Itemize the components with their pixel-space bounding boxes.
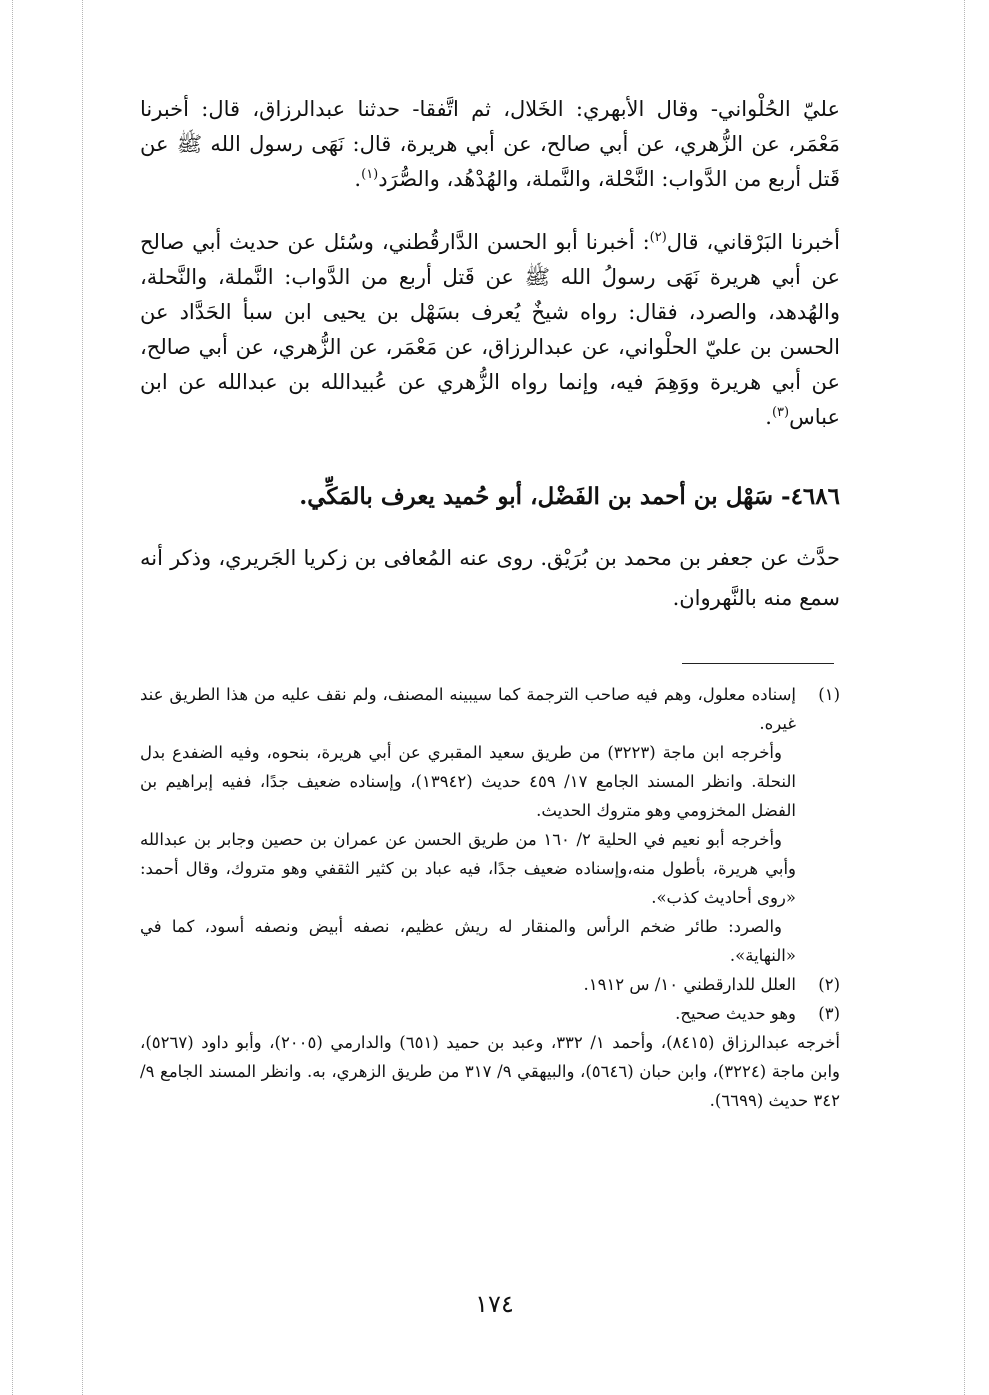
entry-heading bbox=[140, 479, 840, 515]
paragraph-text: عليّ الحُلْواني- وقال الأبهري: الخَلال، ثم اتَّفقا- حدثنا عبدالرزاق، قال: أخبرنا مَعْمَر، عن الزُّهري، عن أبي صالح، عن أبي هريرة، قال: نَهَى رسول الله ﷺ عن قَتل أربع من الدَّواب: النَّحْلة، والنَّملة، والهُدْهُد، والصُّرَد bbox=[140, 97, 840, 191]
footnote-2 bbox=[140, 970, 840, 999]
footnote-ref-3[interactable]: (٣) bbox=[771, 405, 790, 420]
page-number: ١٧٤ bbox=[475, 1290, 514, 1318]
footnote-3-paragraph: أخرجه عبدالرزاق (٨٤١٥)، وأحمد ١/ ٣٣٢، وعبد بن حميد (٦٥١) والدارمي (٢٠٠٥)، وأبو داود (٥٢٦٧)، وابن ماجة (٣٢٢٤)، وابن حبان (٥٦٤٦)، والبيهقي ٩/ ٣١٧ من طريق الزهري، به. وانظر المسند الجامع ٩/ ٣٤٢ حديث (٦٦٩٩). bbox=[140, 1033, 840, 1110]
footnote-text: العلل للدارقطني ١٠/ س ١٩١٢. bbox=[583, 975, 796, 994]
footnote-3 bbox=[140, 999, 840, 1028]
footnote-1-paragraph: وأخرجه أبو نعيم في الحلية ٢/ ١٦٠ من طريق الحسن عن عمران بن حصين وجابر بن عبدالله وأبي هريرة، بأطول منه،وإسناده ضعيف جدًا، فيه عباد بن كثير الثقفي وهو متروك، وقال أحمد: «روى أحاديث كذب». bbox=[140, 830, 796, 907]
footnote-number: (١) bbox=[818, 685, 840, 704]
main-paragraph-2 bbox=[140, 225, 840, 435]
footnote-1-paragraph: والصرد: طائر ضخم الرأس والمنقار له ريش عظيم، نصفه أبيض ونصفه أسود، كما في «النهاية». bbox=[140, 917, 796, 965]
footnote-ref-1[interactable]: (١) bbox=[361, 167, 379, 182]
main-paragraph-3 bbox=[140, 538, 840, 618]
footnote-separator bbox=[682, 663, 834, 664]
paragraph-text: حدَّث عن جعفر بن محمد بن بُرَيْق. روى عنه المُعافى بن زكريا الجَريري، وذكر أنه سمع منه بالنَّهروان. bbox=[140, 546, 840, 610]
binding-guide-line bbox=[12, 0, 13, 1395]
paragraph-text: أخبرنا البَرْقاني، قال bbox=[666, 230, 840, 254]
footnote-number: (٢) bbox=[818, 975, 840, 994]
paragraph-text: : أخبرنا أبو الحسن الدَّارقُطني، وسُئل عن حديث أبي صالح عن أبي هريرة نَهَى رسولُ الله ﷺ عن قَتل أربع من الدَّواب: النَّملة، والنَّحلة، والهُدهد، والصرد، فقال: رواه شيخٌ يُعرف بسَهْل بن يحيى ابن سبأ الحَدَّاد عن الحسن بن عليّ الحلْواني، عن عبدالرزاق، عن مَعْمَر، عن الزُّهري، عن أبي صالح، عن أبي هريرة ووَهِمَ فيه، وإنما رواه الزُّهري عن عُبيدالله بن عبدالله عن ابن عباس bbox=[140, 230, 840, 429]
main-paragraph-1 bbox=[140, 92, 840, 197]
punctuation: . bbox=[765, 405, 772, 429]
footnote-text: إسناده معلول، وهم فيه صاحب الترجمة كما سيبينه المصنف، ولم نقف عليه من هذا الطريق عند غيره. bbox=[140, 685, 796, 733]
punctuation: . bbox=[354, 167, 362, 191]
footnote-text: وهو حديث صحيح. bbox=[675, 1004, 796, 1023]
binding-guide-line bbox=[964, 0, 965, 1395]
footnote-1 bbox=[140, 680, 840, 738]
footnotes-section bbox=[140, 680, 840, 1115]
footnote-ref-2[interactable]: (٢) bbox=[649, 230, 667, 245]
entry-title: - سَهْل بن أحمد بن الفَضْل، أبو حُميد يعرف بالمَكِّي. bbox=[299, 483, 791, 510]
entry-number: ٤٦٨٦ bbox=[790, 483, 840, 510]
footnote-1-paragraph: وأخرجه ابن ماجة (٣٢٢٣) من طريق سعيد المقبري عن أبي هريرة، بنحوه، وفيه الضفدع بدل النحلة. وانظر المسند الجامع ١٧/ ٤٥٩ حديث (١٣٩٤٢)، وإسناده ضعيف جدًا، ففيه إبراهيم بن الفضل المخزومي وهو متروك الحديث. bbox=[140, 743, 796, 820]
binding-guide-line bbox=[82, 0, 83, 1395]
footnote-number: (٣) bbox=[818, 1004, 840, 1023]
